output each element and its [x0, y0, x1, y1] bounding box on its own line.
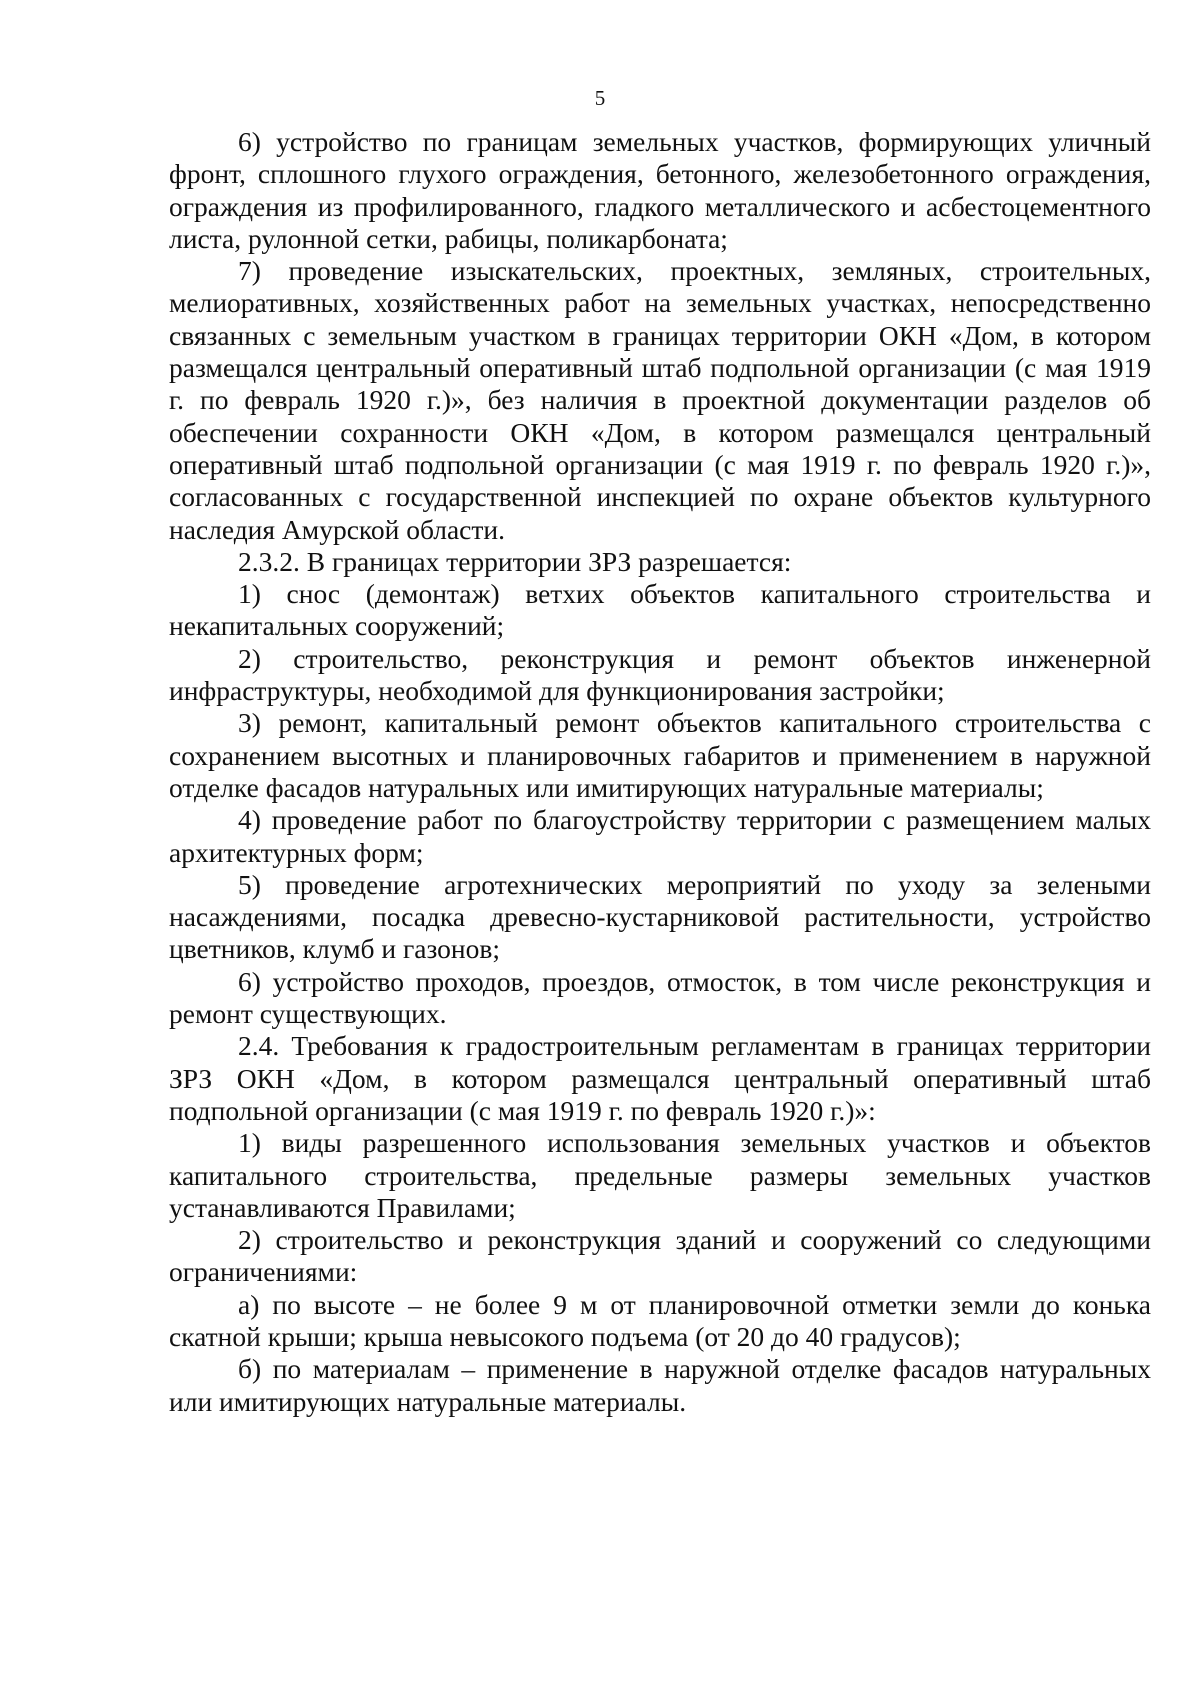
- paragraph-repair: 3) ремонт, капитальный ремонт объектов капитального строительства с сохранением высотных и планировочных габаритов и применением в наружной отделке фасадов натуральных или имитирующих натуральные материалы;: [169, 707, 1151, 803]
- paragraph-fence-restriction: 6) устройство по границам земельных участков, формирующих уличный фронт, сплошного глухого ограждения, бетонного, железобетонного ограждения, ограждения из профилированного, гладкого металлического и асбестоцементного листа, рулонной сетки, рабицы, поликарбоната;: [169, 126, 1151, 254]
- paragraph-permitted-use: 1) виды разрешенного использования земельных участков и объектов капитального строительства, предельные размеры земельных участков устанавливаются Правилами;: [169, 1127, 1151, 1223]
- paragraph-works-restriction: 7) проведение изыскательских, проектных, земляных, строительных, мелиоративных, хозяйственных работ на земельных участках, непосредственно связанных с земельным участком в границах территории ОКН «Дом, в котором размещался центральный оперативный штаб подпольной организации (с мая 1919 г. по февраль 1920 г.)», без наличия в проектной документации разделов об обеспечении сохранности ОКН «Дом, в котором размещался центральный оперативный штаб подпольной организации (с мая 1919 г. по февраль 1920 г.)», согласованных с государственной инспекцией по охране объектов культурного наследия Амурской области.: [169, 255, 1151, 545]
- page-number: 5: [594, 86, 606, 110]
- section-heading-2-3-2: 2.3.2. В границах территории ЗРЗ разрешается:: [238, 545, 792, 577]
- paragraph-materials-limit: б) по материалам – применение в наружной отделке фасадов натуральных или имитирующих натуральные материалы.: [169, 1353, 1151, 1417]
- paragraph-demolition: 1) снос (демонтаж) ветхих объектов капитального строительства и некапитальных сооружений;: [169, 578, 1151, 642]
- paragraph-construction-limits: 2) строительство и реконструкция зданий и сооружений со следующими ограничениями:: [169, 1224, 1151, 1288]
- paragraph-passages: 6) устройство проходов, проездов, отмосток, в том числе реконструкция и ремонт существующих.: [169, 965, 1151, 1030]
- paragraph-landscaping: 4) проведение работ по благоустройству территории с размещением малых архитектурных форм;: [169, 804, 1151, 868]
- section-heading-2-4: 2.4. Требования к градостроительным регламентам в границах территории ЗРЗ ОКН «Дом, в котором размещался центральный оперативный штаб подпольной организации (с мая 1919 г. по февраль 1920 г.)»:: [169, 1030, 1151, 1126]
- paragraph-height-limit: а) по высоте – не более 9 м от планировочной отметки земли до конька скатной крыши; крыша невысокого подъема (от 20 до 40 градусов);: [169, 1288, 1151, 1352]
- paragraph-infrastructure: 2) строительство, реконструкция и ремонт объектов инженерной инфраструктуры, необходимой для функционирования застройки;: [169, 642, 1151, 707]
- document-body: [169, 126, 1151, 1418]
- paragraph-greenery: 5) проведение агротехнических мероприятий по уходу за зелеными насаждениями, посадка древесно-кустарниковой растительности, устройство цветников, клумб и газонов;: [169, 868, 1151, 965]
